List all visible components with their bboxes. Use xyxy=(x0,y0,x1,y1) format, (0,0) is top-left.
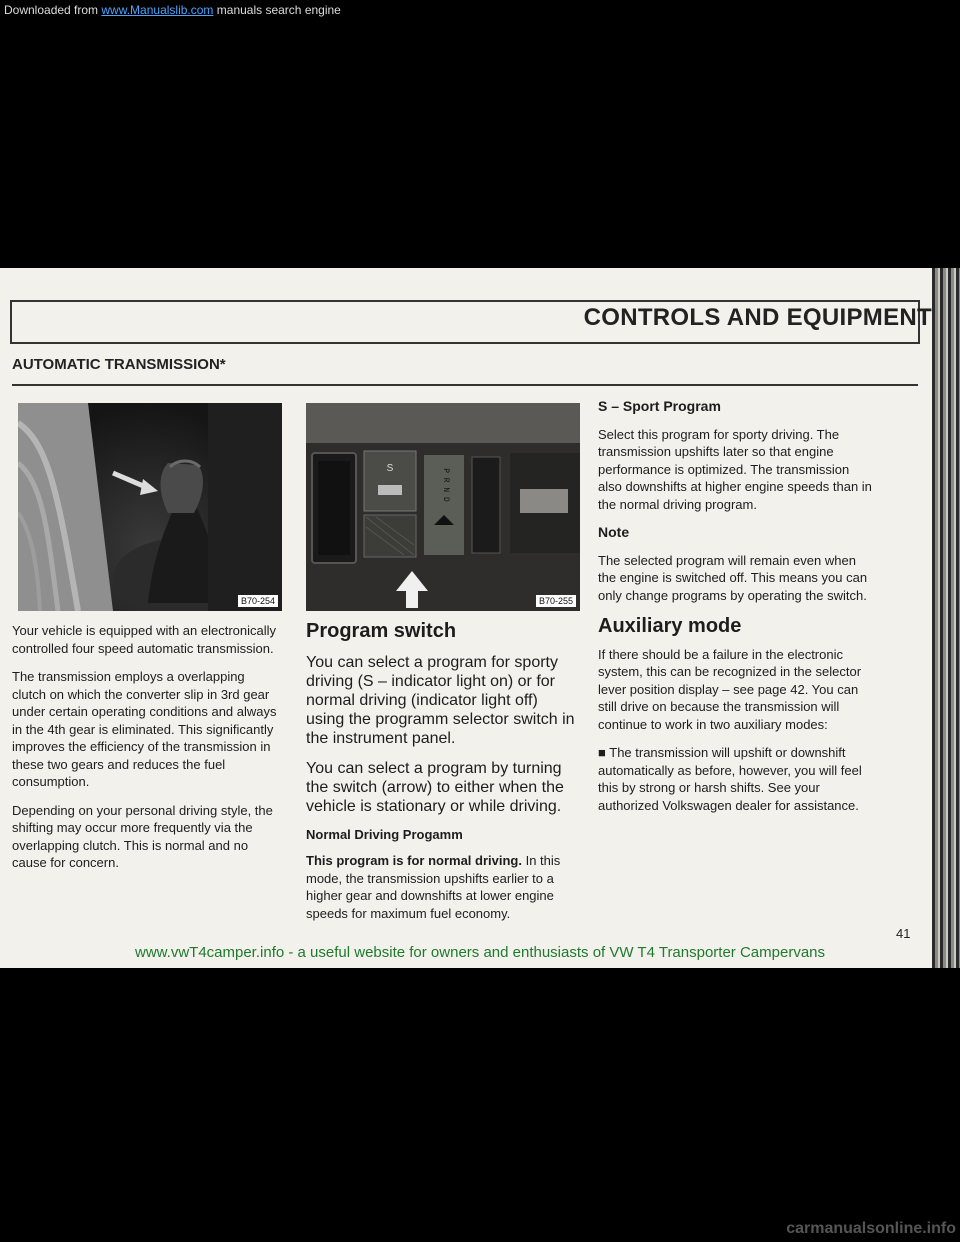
bullet-item xyxy=(598,744,876,814)
download-banner xyxy=(0,0,960,20)
intro-column xyxy=(12,622,282,883)
watermark: carmanualsonline.info xyxy=(786,1220,956,1237)
vwt4camper-link[interactable]: www.vwT4camper.info - a useful website for owners and enthusiasts of VW T4 Transporter Campervans xyxy=(134,944,826,961)
paragraph xyxy=(306,852,578,922)
program-switch-heading: Program switch xyxy=(306,620,457,642)
figure-label-2: B70-255 xyxy=(536,595,576,607)
program-switch-illustration xyxy=(306,403,580,611)
section-title: AUTOMATIC TRANSMISSION* xyxy=(12,356,226,373)
normal-program-heading: Normal Driving Progamm xyxy=(306,827,463,842)
page-edge xyxy=(932,268,960,968)
bold-lead: This program is for normal driving. xyxy=(306,853,522,868)
paragraph: Your vehicle is equipped with an electronically controlled four speed automatic transmission. xyxy=(12,623,277,656)
program-switch-column xyxy=(306,620,578,933)
paragraph: If there should be a failure in the electronic system, this can be recognized in the selector lever position display – see page 42. You can still drive on because the transmission will continue to work in two auxiliary modes: xyxy=(598,646,862,732)
section-rule xyxy=(12,384,918,386)
paragraph: Select this program for sporty driving. The transmission upshifts later so that engine performance is optimized. The transmission also downshifts at higher engine speeds than in the normal driving program. xyxy=(598,426,872,512)
lead-rest: In this mode, the transmission upshifts earlier to a higher gear and downshifts at lower engine speeds for maximum fuel economy. xyxy=(306,853,561,921)
gear-lever-photo xyxy=(18,403,282,611)
auxiliary-mode-heading: Auxiliary mode xyxy=(598,615,742,637)
paragraph: The transmission employs a overlapping clutch on which the converter slip in 3rd gear under certain operating conditions and always in the 4th gear is eliminated. This significantly improves the efficiency of the transmission in these two gears and reduces the fuel consumption. xyxy=(12,669,277,789)
page-header-title: CONTROLS AND EQUIPMENT xyxy=(583,304,932,331)
paragraph: The selected program will remain even when the engine is switched off. This means you can only change programs by operating the switch. xyxy=(598,552,868,603)
svg-text:S: S xyxy=(386,463,394,474)
bullet-icon: ■ xyxy=(598,745,606,760)
manualslib-link[interactable]: www.Manualslib.com xyxy=(101,3,214,17)
note-heading: Note xyxy=(598,524,630,540)
figure-label-1: B70-254 xyxy=(238,595,278,607)
paragraph: Depending on your personal driving style, the shifting may occur more frequently via the overlapping clutch. This is normal and no cause for concern. xyxy=(12,802,273,870)
page-number: 41 xyxy=(896,926,911,941)
bottom-banner xyxy=(0,1220,960,1242)
bullet-text: The transmission will upshift or downshift automatically as before, however, you will feel this by strong or harsh shifts. See your authorized Volkswagen dealer for assistance. xyxy=(598,745,862,813)
banner-suffix: manuals search engine xyxy=(213,3,341,17)
sport-program-heading: S – Sport Program xyxy=(598,398,721,414)
paragraph: You can select a program for sporty driving (S – indicator light on) or for normal driving (indicator light off) using the programm selector switch in the instrument panel. xyxy=(306,654,575,747)
banner-prefix: Downloaded from xyxy=(4,3,102,17)
program-switch-photo xyxy=(306,403,580,611)
paragraph: You can select a program by turning the switch (arrow) to either when the vehicle is stationary or while driving. xyxy=(306,760,564,815)
svg-text:P R N D: P R N D xyxy=(441,468,450,502)
gear-lever-illustration xyxy=(18,403,282,611)
sport-program-column xyxy=(598,398,876,825)
